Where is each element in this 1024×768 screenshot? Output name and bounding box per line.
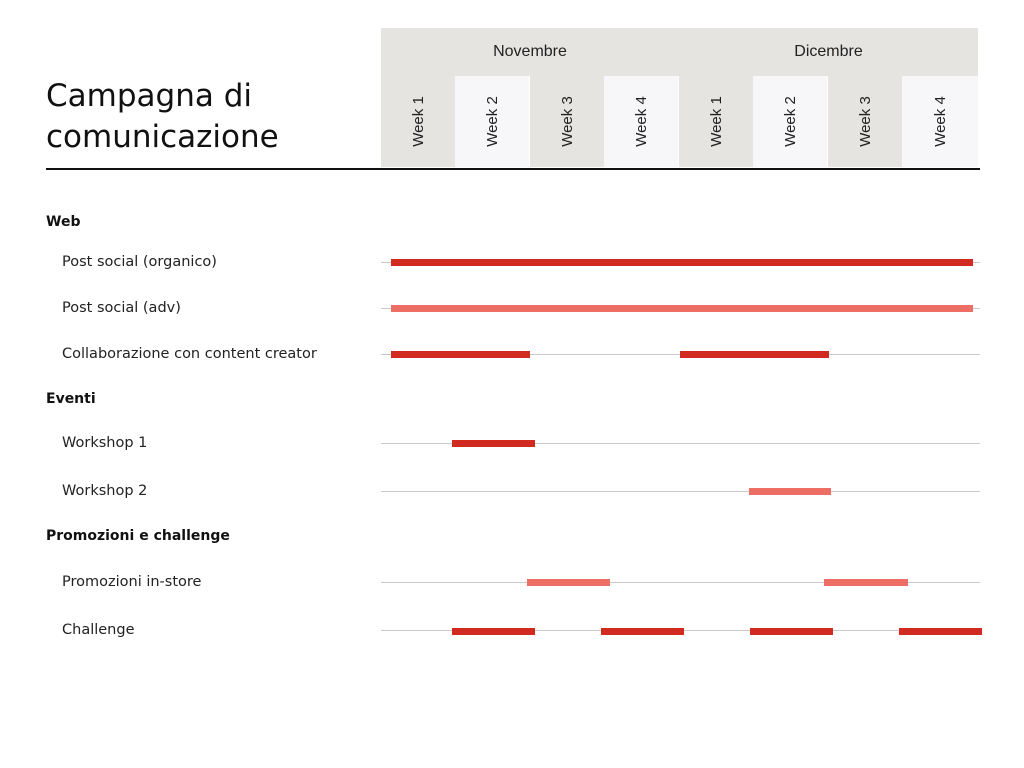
week-header xyxy=(381,76,455,167)
week-label: Week 4 xyxy=(931,96,949,147)
week-header xyxy=(530,76,604,167)
gantt-bar xyxy=(601,628,685,635)
header-divider xyxy=(46,168,980,170)
row-label: Post social (adv) xyxy=(62,300,181,316)
row-label: Collaborazione con content creator xyxy=(62,346,317,362)
week-header xyxy=(679,76,753,167)
gantt-bar xyxy=(452,440,535,447)
gantt-bar xyxy=(391,351,529,358)
row-label: Workshop 1 xyxy=(62,435,148,451)
gantt-bar xyxy=(824,579,908,586)
row-label: Workshop 2 xyxy=(62,483,148,499)
row-label: Post social (organico) xyxy=(62,254,217,270)
section-title-promozioni: Promozioni e challenge xyxy=(46,528,230,544)
week-label: Week 2 xyxy=(483,96,501,147)
title-line-2: comunicazione xyxy=(46,119,279,155)
gantt-bar xyxy=(452,628,535,635)
gantt-bar xyxy=(391,305,973,312)
gantt-bar xyxy=(750,628,833,635)
row-label: Promozioni in-store xyxy=(62,574,202,590)
week-header xyxy=(604,76,678,167)
gantt-bar xyxy=(749,488,832,495)
week-header xyxy=(902,76,978,167)
gantt-bar xyxy=(680,351,829,358)
week-label: Week 3 xyxy=(856,96,874,147)
title-line-1: Campagna di xyxy=(46,78,252,114)
week-label: Week 4 xyxy=(632,96,650,147)
row-label: Challenge xyxy=(62,622,135,638)
month-header-dicembre: Dicembre xyxy=(679,28,978,76)
week-header xyxy=(455,76,529,167)
week-label: Week 2 xyxy=(781,96,799,147)
timeline-track xyxy=(381,491,980,492)
page-title xyxy=(46,76,366,158)
week-header xyxy=(828,76,902,167)
month-header-novembre: Novembre xyxy=(381,28,679,76)
week-header xyxy=(753,76,827,167)
gantt-bar xyxy=(527,579,610,586)
week-label: Week 1 xyxy=(409,96,427,147)
week-label: Week 3 xyxy=(558,96,576,147)
section-title-eventi: Eventi xyxy=(46,391,96,407)
section-title-web: Web xyxy=(46,214,81,230)
gantt-bar xyxy=(391,259,973,266)
week-label: Week 1 xyxy=(707,96,725,147)
gantt-bar xyxy=(899,628,982,635)
